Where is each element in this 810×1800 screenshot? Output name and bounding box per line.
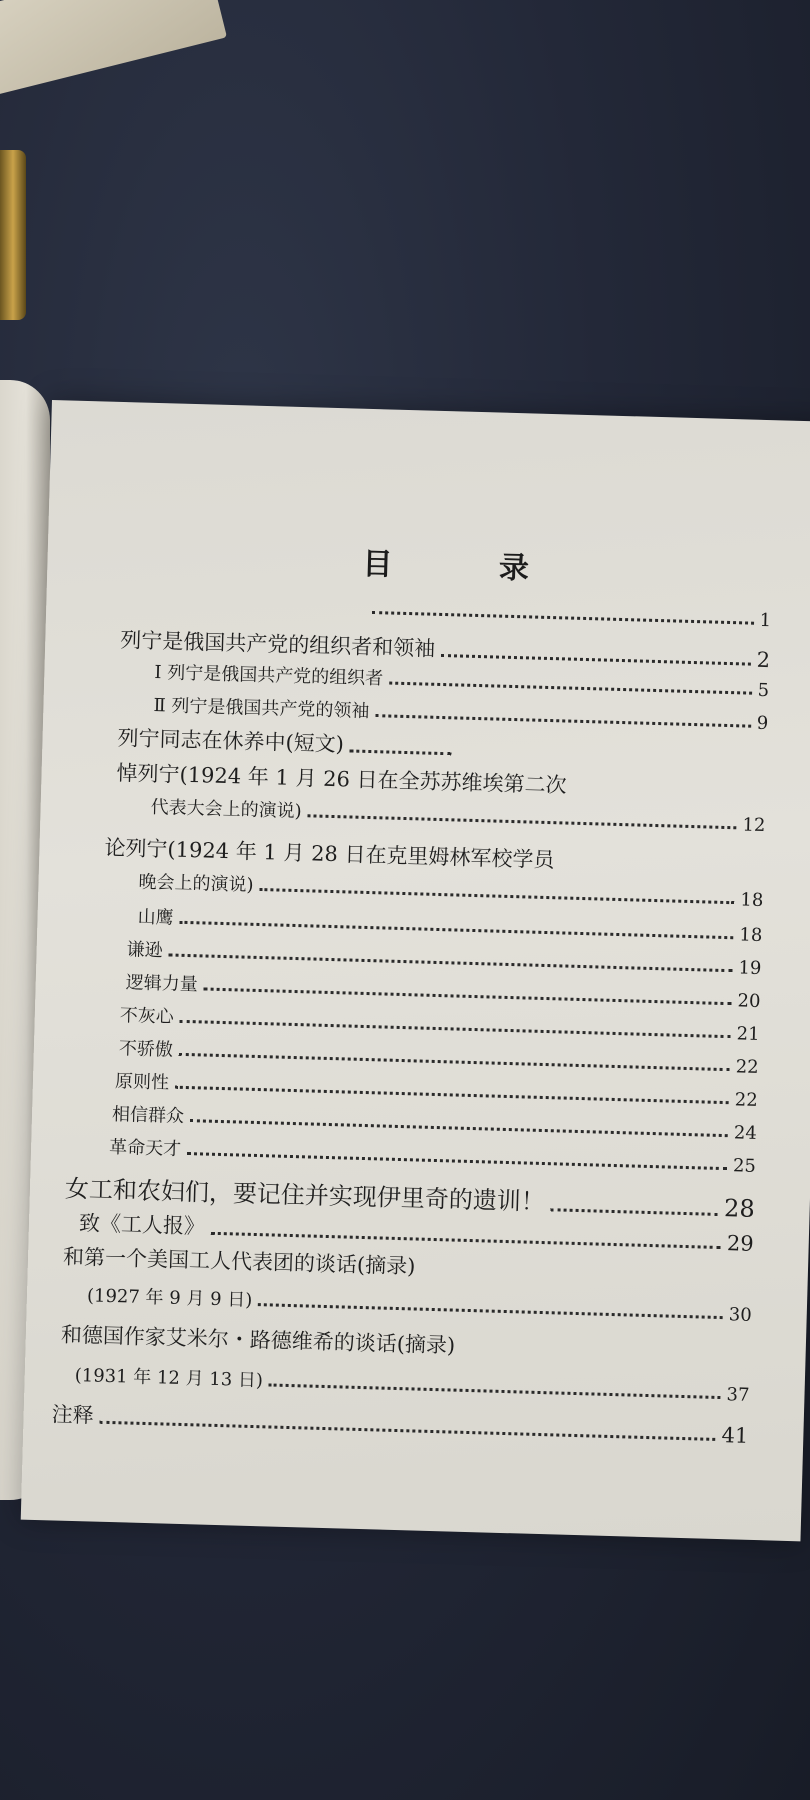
toc-entry-label: 和第一个美国工人代表团的谈话(摘录)	[62, 1244, 416, 1279]
toc-entry-label: 悼列宁(1924 年 1 月 26 日在全苏苏维埃第二次	[116, 760, 567, 798]
toc-leader	[307, 814, 736, 829]
toc-page-number: 29	[726, 1231, 755, 1256]
book-page	[21, 400, 810, 1541]
toc-page-number: 12	[742, 814, 766, 837]
toc-title: 目 录	[362, 546, 578, 588]
toc-leader	[441, 654, 751, 666]
toc-leader	[175, 1086, 729, 1104]
toc-leader	[190, 1119, 728, 1137]
toc-entry-label: 不灰心	[119, 1005, 175, 1028]
toc-leader	[99, 1421, 715, 1441]
toc-entry-label: 原则性	[114, 1071, 170, 1094]
toc-entry-label: 论列宁(1924 年 1 月 28 日在克里姆林军校学员	[104, 835, 555, 873]
toc-entry-label-continued: (1931 年 12 月 13 日)	[74, 1365, 264, 1392]
toc-leader	[269, 1383, 721, 1399]
toc-leader	[375, 714, 751, 727]
toc-page-number: 22	[734, 1089, 759, 1111]
toc-leader	[372, 611, 753, 625]
toc-leader	[180, 1020, 731, 1038]
toc-page-number: 28	[723, 1194, 756, 1223]
toc-entry-label-continued: (1927 年 9 月 9 日)	[86, 1285, 253, 1311]
toc-page-number: 9	[756, 712, 769, 735]
toc-entry-label: 女工和农妇们，要记住并实现伊里奇的遗训！	[64, 1174, 546, 1217]
toc-leader	[204, 987, 732, 1005]
toc-page-number: 25	[732, 1155, 757, 1177]
toc-entry-label-continued: 代表大会上的演说)	[150, 796, 302, 823]
toc-entry-label: 逻辑力量	[125, 972, 199, 996]
toc-page-number: 24	[733, 1122, 758, 1144]
toc-page-number: 18	[740, 889, 764, 912]
toc-page-number: 37	[726, 1384, 750, 1406]
book-spine-edge	[0, 150, 26, 320]
toc-leader	[187, 1152, 727, 1170]
toc-entry	[51, 1398, 749, 1447]
toc-leader	[551, 1208, 718, 1216]
toc-page-number: 18	[739, 924, 763, 947]
toc-leader	[259, 888, 734, 904]
toc-entry	[150, 793, 765, 836]
toc-entry-label: 相信群众	[111, 1103, 185, 1127]
toc-entry-label: 和德国作家艾米尔・路德维希的谈话(摘录)	[60, 1322, 456, 1358]
toc-leader	[389, 682, 752, 695]
toc-entry	[117, 722, 458, 761]
toc-page-number: 41	[721, 1423, 749, 1448]
toc-leader	[179, 921, 733, 939]
toc-entry-label-continued: 晚会上的演说)	[138, 871, 254, 896]
toc-entry-label: Ⅱ 列宁是俄国共产党的领袖	[153, 694, 370, 722]
toc-leader	[258, 1303, 723, 1319]
toc-page-number: 30	[728, 1304, 753, 1326]
toc-page-number: 5	[757, 679, 770, 702]
toc-page-number: 2	[756, 647, 771, 673]
toc-page-number: 20	[737, 990, 761, 1013]
toc-entry-label: 革命天才	[108, 1136, 182, 1160]
toc-entry-label: 注释	[51, 1402, 94, 1428]
toc-entry-label: 山鹰	[137, 906, 174, 929]
toc-entry-label: 不骄傲	[118, 1038, 174, 1061]
toc-entry-label: 致《工人报》	[78, 1211, 206, 1239]
toc-page-number: 1	[759, 609, 772, 632]
toc-entry-label: 列宁是俄国共产党的组织者和领袖	[119, 628, 436, 661]
toc-entry	[366, 599, 771, 631]
toc-leader	[179, 1053, 730, 1071]
toc-entry-label: 列宁同志在休养中(短文)	[117, 725, 345, 757]
toc-page-number: 19	[738, 957, 762, 980]
toc-leader	[350, 749, 452, 755]
toc-entry	[74, 1361, 749, 1406]
toc-leader	[169, 953, 733, 972]
toc-entry	[87, 1281, 752, 1326]
toc-page-number: 22	[735, 1056, 759, 1078]
toc-entry-label: Ⅰ 列宁是俄国共产党的组织者	[154, 661, 384, 690]
toc-page-number: 21	[736, 1023, 760, 1045]
toc-entry-label: 谦逊	[126, 939, 163, 962]
